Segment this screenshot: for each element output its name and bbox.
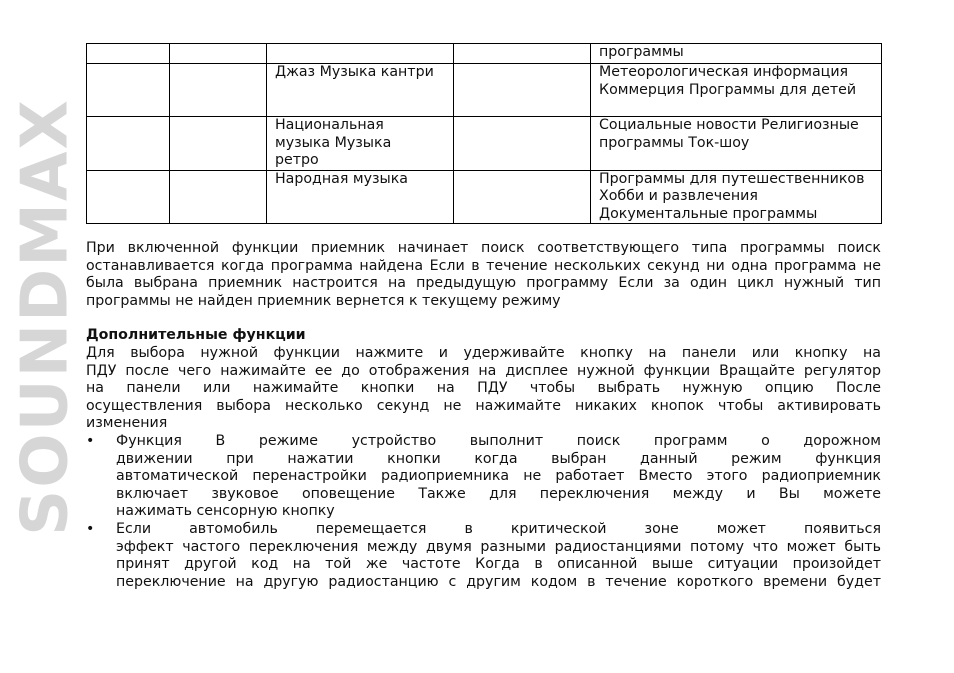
- intro-line: осуществления выбора несколько секунд не нажимайте никаких кнопок чтобы активировать: [86, 398, 881, 414]
- table-cell: [170, 117, 267, 171]
- bullet-point: •: [86, 433, 95, 449]
- intro-line: ПДУ после чего нажимайте ее до отображения на дисплее нужной функции Вращайте регулятор: [86, 363, 881, 379]
- bullet2-line: эффект частого переключения между двумя разными радиостанциями потому что может быть: [116, 539, 881, 555]
- table-cell: [87, 170, 170, 224]
- intro-line: на панели или нажимайте кнопки на ПДУ чтобы выбрать нужную опцию После: [86, 380, 881, 396]
- bullet1-line: движении при нажатии кнопки когда выбран данный режим функция: [116, 451, 881, 467]
- table-row: [87, 170, 882, 224]
- table-cell: [87, 64, 170, 117]
- table-row: [87, 44, 882, 64]
- soundmax-logo: [8, 42, 83, 592]
- pty-paragraph-line: программы не найден приемник вернется к текущему режиму: [86, 293, 561, 309]
- bullet2-line: Если автомобиль перемещается в критической зоне может появиться: [116, 521, 881, 537]
- logo-text: SOUNDMAX: [8, 98, 83, 536]
- bullet1-line: включает звуковое оповещение Также для переключения между и Вы можете: [116, 486, 881, 502]
- table-cell: Метеорологическая информация Коммерция Программы для детей: [591, 64, 882, 117]
- pty-paragraph-line: останавливается когда программа найдена Если в течение нескольких секунд ни одна программа не: [86, 258, 881, 274]
- table-cell: [87, 44, 170, 64]
- table-cell: Программы для путешественников Хобби и развлечения Документальные программы: [591, 170, 882, 224]
- bullet-point: •: [86, 521, 95, 537]
- table-cell: [87, 117, 170, 171]
- pty-genre-table: [86, 43, 882, 224]
- intro-line: изменения: [86, 415, 168, 431]
- table-cell: программы: [591, 44, 882, 64]
- table-cell: [267, 44, 454, 64]
- table-cell: Социальные новости Религиозные программы Ток-шоу: [591, 117, 882, 171]
- table-cell: [454, 44, 591, 64]
- table-cell: [170, 64, 267, 117]
- pty-paragraph-line: При включенной функции приемник начинает поиск соответствующего типа программы поиск: [86, 240, 881, 256]
- pty-paragraph-line: была выбрана приемник настроится на предыдущую программу Если за один цикл нужный тип: [86, 275, 881, 291]
- bullet1-line: автоматической перенастройки радиоприемника не работает Вместо этого радиоприемник: [116, 468, 881, 484]
- bullet1-line: нажимать сенсорную кнопку: [116, 503, 335, 519]
- table-cell: [170, 44, 267, 64]
- bullet2-line: переключение на другую радиостанцию с другим кодом в течение короткого времени будет: [116, 574, 881, 590]
- table-cell: [454, 64, 591, 117]
- section-heading: Дополнительные функции: [86, 327, 306, 343]
- table-cell: Джаз Музыка кантри: [267, 64, 454, 117]
- intro-line: Для выбора нужной функции нажмите и удерживайте кнопку на панели или кнопку на: [86, 345, 881, 361]
- table-cell: [170, 170, 267, 224]
- table-row: [87, 117, 882, 171]
- table-cell: [454, 117, 591, 171]
- bullet2-line: принят другой код на той же частоте Когда в описанной выше ситуации произойдет: [116, 556, 881, 572]
- table-cell: [454, 170, 591, 224]
- table-cell: Народная музыка: [267, 170, 454, 224]
- bullet1-line: Функция В режиме устройство выполнит поиск программ о дорожном: [116, 433, 881, 449]
- table-cell: Национальная музыка Музыка ретро: [267, 117, 454, 171]
- table-row: [87, 64, 882, 117]
